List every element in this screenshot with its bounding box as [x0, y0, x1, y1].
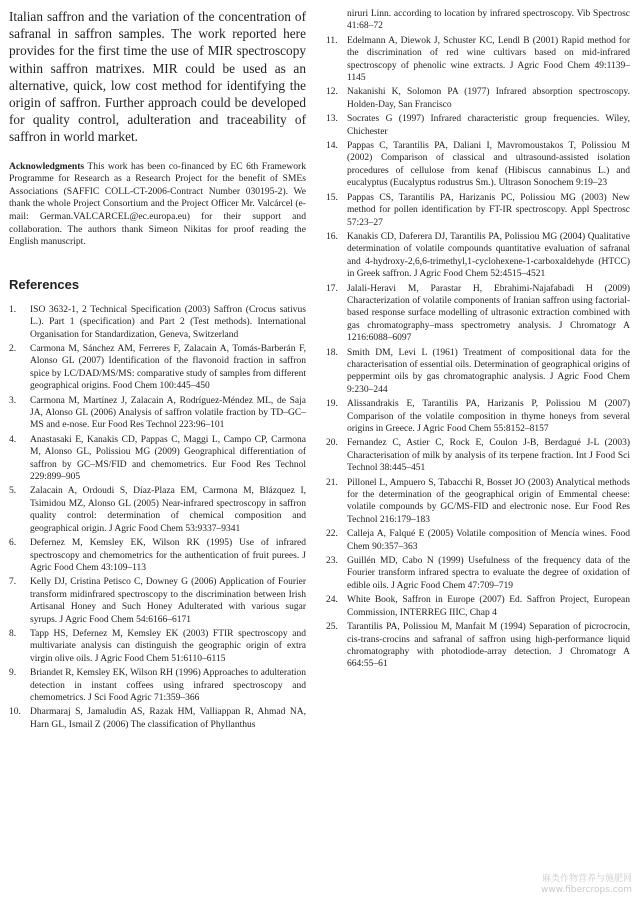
reference-number: 18.	[326, 347, 338, 358]
reference-item	[9, 434, 306, 484]
reference-number: 11.	[326, 35, 338, 46]
reference-text: Pappas C, Tarantilis PA, Daliani I, Mavromoustakos T, Polissiou M (2002) Comparison of classical and ultrasound-assisted isolation procedures of cellulose from kenaf (Hibiscus cannabinus L.) and eucalyptus (Eucalyptus rodustrus Sm.). Ultrason Sonochem 9:19–23	[347, 141, 630, 189]
reference-text: Briandet R, Kemsley EK, Wilson RH (1996) Approaches to adulteration detection in instant coffees using infrared spectroscopy and chemometrics. J Sci Food Agric 71:359–366	[30, 668, 306, 703]
reference-item	[326, 140, 630, 190]
acknowledgments-label: Acknowledgments	[9, 160, 85, 172]
reference-number: 2.	[9, 344, 17, 354]
reference-text: Socrates G (1997) Infrared characteristic group frequencies. Wiley, Chichester	[347, 114, 630, 137]
reference-number: 22.	[326, 529, 338, 540]
reference-text: Jalali-Heravi M, Parastar H, Ebrahimi-Najafabadi H (2009) Characterization of volatile components of Iranian saffron using factorial-based response surface modelling of ultrasonic extraction combined with gas chromatography–mass spectrometry analysis. J Chromatogr A 1216:6088–6097	[347, 283, 630, 344]
acknowledgments-text: This work has been co-financed by EC 6th Framework Programme for Research as a Research Project for the benefit of SMEs Associations (SAFFIC COLL-CT-2006-Contract Number 030195-2). We thank the whole Project Consortium and the Project Officer Mr. Valcárcel (e-mail: German.VALCARCEL@ec.europa.eu) for their support and collaboration. The authors thank Simeon Nikitas for proof reading the English manuscript.	[9, 160, 306, 248]
reference-text: Carmona M, Martínez J, Zalacain A, Rodríguez-Méndez ML, de Saja JA, Alonso GL (2006) Analysis of saffron volatile fraction by TD–GC–MS and e-nose. Eur Food Res Technol 223:96–101	[30, 395, 306, 431]
reference-item	[326, 347, 630, 397]
reference-text: Kelly DJ, Cristina Petisco C, Downey G (2006) Application of Fourier transform midinfrared spectroscopy to the discrimination between Irish Artisanal Honey and Such Honey Adulterated with various sugar syrups. J Agric Food Chem 54:6166–6171	[30, 577, 306, 625]
reference-item	[326, 437, 630, 474]
reference-number: 20.	[326, 438, 338, 449]
reference-continuation: niruri Linn. according to location by infrared spectroscopy. Vib Spectrosc 41:68–72	[347, 9, 630, 32]
conclusion-paragraph: Italian saffron and the variation of the concentration of safranal in saffron samples. The work reported here provides for the first time the use of MIR spectroscopy within saffron matrixes. MIR could be used as an alternative, quick, low cost method for identifying the origin of saffron. Further approach could be developed for quality control, adulteration and traceability of saffron in world market.	[9, 9, 306, 145]
reference-item	[326, 594, 630, 619]
site-watermark	[541, 874, 632, 896]
reference-text: Smith DM, Levi L (1961) Treatment of compositional data for the characterisation of essential oils. Determination of geographical origins of peppermint oils by gas chromatographic analysis. J Agric Food Chem 9:230–244	[347, 347, 630, 395]
reference-number: 24.	[326, 595, 338, 606]
reference-number: 17.	[326, 283, 338, 294]
reference-item	[326, 477, 630, 527]
reference-text: Pappas CS, Tarantilis PA, Harizanis PC, Polissiou MG (2003) New method for pollen identification by FT-IR spectroscopy. Appl Spectrosc 57:23–27	[347, 192, 630, 228]
reference-text: Carmona M, Sánchez AM, Ferreres F, Zalacain A, Tomás-Barberán F, Alonso GL (2007) Identification of the flavonoid fraction in saffron spice by LC/DAD/MS/MS: comparative study of samples from different geographical origins. Food Chem 100:445–450	[30, 344, 306, 392]
reference-item	[326, 192, 630, 229]
reference-item	[9, 706, 306, 731]
reference-item	[9, 576, 306, 626]
references-heading: References	[9, 276, 80, 292]
reference-number: 21.	[326, 477, 338, 488]
reference-item	[9, 343, 306, 393]
reference-item	[326, 35, 630, 85]
reference-item	[9, 485, 306, 535]
reference-text: Anastasaki E, Kanakis CD, Pappas C, Maggi L, Campo CP, Carmona M, Alonso GL, Polissiou MG (2009) Geographical differentiation of saffron by GC–MS/FID and chemometrics. Eur Food Res Technol 229:899–905	[30, 434, 306, 483]
reference-text: White Book, Saffron in Europe (2007) Ed. Saffron Project, European Commission, INTERREG IIIC, Chap 4	[347, 595, 630, 618]
reference-item	[326, 283, 630, 345]
reference-number: 16.	[326, 231, 338, 242]
reference-number: 19.	[326, 399, 338, 410]
reference-number: 4.	[9, 434, 17, 445]
reference-item	[9, 667, 306, 704]
reference-text: Tapp HS, Defernez M, Kemsley EK (2003) FTIR spectroscopy and multivariate analysis can distinguish the geographic origin of extra virgin olive oils. J Agric Food Chem 51:6110–6115	[30, 628, 306, 664]
reference-number: 15.	[326, 192, 338, 203]
watermark-line2: www.fibercrops.com	[541, 885, 632, 895]
reference-item	[9, 537, 306, 574]
reference-text: Defernez M, Kemsley EK, Wilson RK (1995) Use of infrared spectroscopy and chemometrics for the authentication of fruit purees. J Agric Food Chem 43:109–113	[30, 538, 306, 573]
reference-number: 14.	[326, 141, 338, 152]
watermark-line1: 麻类作物营养与施肥网	[541, 874, 632, 884]
reference-text: Dharmaraj S, Jamaludin AS, Razak HM, Valliappan R, Ahmad NA, Harn GL, Ismail Z (2006) The classification of Phyllanthus	[30, 707, 306, 730]
references-list-left	[9, 304, 306, 731]
reference-number: 25.	[326, 622, 338, 633]
reference-number: 23.	[326, 556, 338, 567]
reference-text: Alissandrakis E, Tarantilis PA, Harizanis P, Polissiou M (2007) Comparison of the volatile composition in thyme honeys from several origins in Greece. J Agric Food Chem 55:8152–8157	[347, 399, 630, 434]
reference-text: Nakanishi K, Solomon PA (1977) Infrared absorption spectroscopy. Holden-Day, San Francisco	[347, 87, 630, 110]
reference-item	[326, 231, 630, 281]
reference-item	[326, 86, 630, 111]
reference-item	[9, 304, 306, 341]
reference-number: 7.	[9, 577, 17, 588]
acknowledgments	[9, 161, 306, 249]
right-column	[326, 8, 630, 673]
reference-number: 1.	[9, 304, 17, 315]
reference-item	[326, 621, 630, 671]
reference-number: 10.	[9, 707, 21, 718]
reference-text: Zalacain A, Ordoudi S, Díaz-Plaza EM, Carmona M, Blázquez I, Tsimidou MZ, Alonso GL (2005) Near-infrared spectroscopy in saffron quality control: determination of chemical composition and geographical origin. J Agric Food Chem 53:9337–9341	[30, 486, 306, 534]
reference-number: 9.	[9, 668, 17, 679]
reference-item	[9, 395, 306, 432]
reference-number: 6.	[9, 538, 17, 549]
reference-number: 13.	[326, 114, 338, 125]
references-list-right	[326, 35, 630, 671]
reference-number: 8.	[9, 628, 17, 639]
reference-text: Pillonel L, Ampuero S, Tabacchi R, Bosset JO (2003) Analytical methods for the determination of the geographical origin of Emmental cheese: volatile compounds by GC/MS-FID and electronic nose. Eur Food Res Technol 216:179–183	[347, 477, 630, 525]
reference-number: 12.	[326, 87, 338, 98]
reference-text: ISO 3632-1, 2 Technical Specification (2003) Saffron (Crocus sativus L.). Part 1 (specification) and Part 2 (Test methods). International Organisation for Standardization, Geneva, Switzerland	[30, 304, 306, 340]
reference-item	[326, 528, 630, 553]
reference-text: Tarantilis PA, Polissiou M, Manfait M (1994) Separation of picrocrocin, cis-trans-crocins and safranal of saffron using high-performance liquid chromatography with photodiode-array detection. J Chromatogr A 664:55–61	[347, 622, 630, 670]
reference-item	[326, 113, 630, 138]
reference-text: Guillén MD, Cabo N (1999) Usefulness of the frequency data of the Fourier transform infrared spectra to evaluate the degree of oxidation of edible oils. J Agric Food Chem 47:709–719	[347, 556, 630, 591]
reference-text: Edelmann A, Diewok J, Schuster KC, Lendl B (2001) Rapid method for the discrimination of red wine cultivars based on mid-infrared spectroscopy of phenolic wine extracts. J Agric Food Chem 49:1139–1145	[347, 35, 630, 84]
reference-item	[9, 628, 306, 665]
reference-item	[326, 555, 630, 592]
reference-number: 3.	[9, 395, 17, 406]
reference-text: Calleja A, Falqué E (2005) Volatile composition of Mencía wines. Food Chem 90:357–363	[347, 529, 630, 552]
reference-text: Kanakis CD, Daferera DJ, Tarantilis PA, Polissiou MG (2004) Qualitative determination of volatile compounds quantitative evaluation of safranal and 4-hydroxy-2,6,6-trimethyl,1-cyclohexene-1-carboxaldehyde (HTCC) in Greek saffron. J Agric Food Chem 52:4515–4521	[347, 231, 630, 280]
reference-text: Fernandez C, Astier C, Rock E, Coulon J-B, Berdagué J-L (2003) Characterisation of milk by analysis of its terpene fraction. Int J Food Sci Technol 38:445–451	[347, 438, 630, 474]
reference-item	[326, 398, 630, 435]
reference-number: 5.	[9, 486, 17, 497]
left-column	[9, 8, 306, 733]
